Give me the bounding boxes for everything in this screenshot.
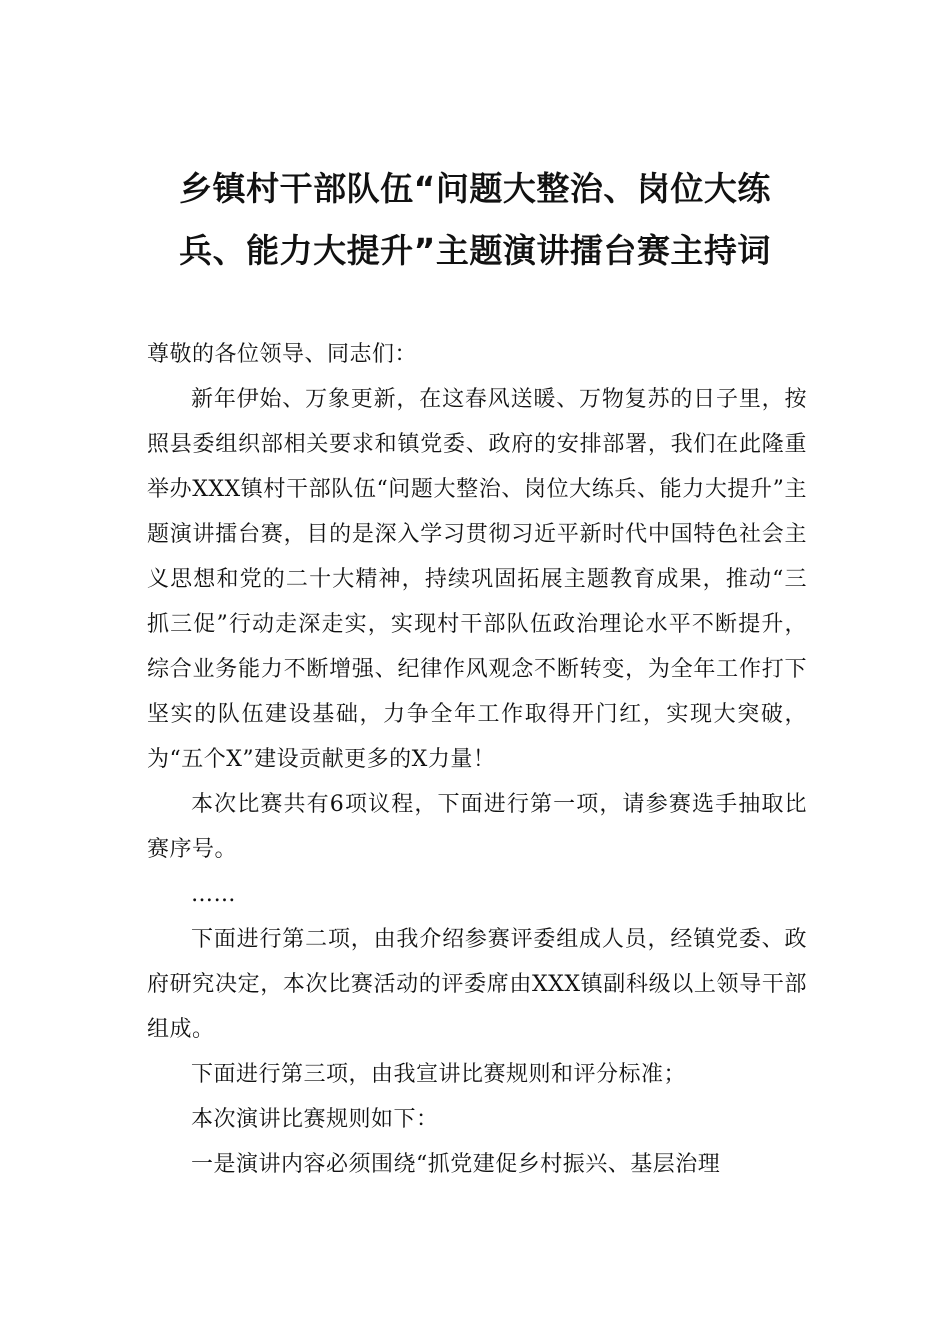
title-line-1: 乡镇村干部队伍“问题大整治、岗位大练 xyxy=(179,169,771,208)
document-body xyxy=(147,332,807,1187)
greeting: 尊敬的各位领导、同志们： xyxy=(147,342,418,367)
paragraph-judges: 下面进行第二项，由我介绍参赛评委组成人员，经镇党委、政府研究决定，本次比赛活动的评委席由XXX镇副科级以上领导干部组成。 xyxy=(147,927,807,1042)
paragraph-opening: 新年伊始、万象更新，在这春风送暖、万物复苏的日子里，按照县委组织部相关要求和镇党委、政府的安排部署，我们在此隆重举办XXX镇村干部队伍“问题大整治、岗位大练兵、能力大提升”主题演讲擂台赛，目的是深入学习贯彻习近平新时代中国特色社会主义思想和党的二十大精神，持续巩固拓展主题教育成果，推动“三抓三促”行动走深走实，实现村干部队伍政治理论水平不断提升，综合业务能力不断增强、纪律作风观念不断转变，为全年工作打下坚实的队伍建设基础，力争全年工作取得开门红，实现大突破，为“五个X”建设贡献更多的X力量！ xyxy=(147,387,807,772)
paragraph-rule-one: 一是演讲内容必须围绕“抓党建促乡村振兴、基层治理 xyxy=(191,1152,721,1177)
document-title xyxy=(140,158,810,282)
paragraph-agenda: 本次比赛共有6项议程，下面进行第一项，请参赛选手抽取比赛序号。 xyxy=(147,792,807,862)
paragraph-rules-heading: 本次演讲比赛规则如下： xyxy=(191,1107,439,1132)
title-line-2: 兵、能力大提升”主题演讲擂台赛主持词 xyxy=(179,231,771,270)
paragraph-ellipsis: …… xyxy=(191,882,236,907)
paragraph-rules-intro: 下面进行第三项，由我宣讲比赛规则和评分标准； xyxy=(191,1062,687,1087)
